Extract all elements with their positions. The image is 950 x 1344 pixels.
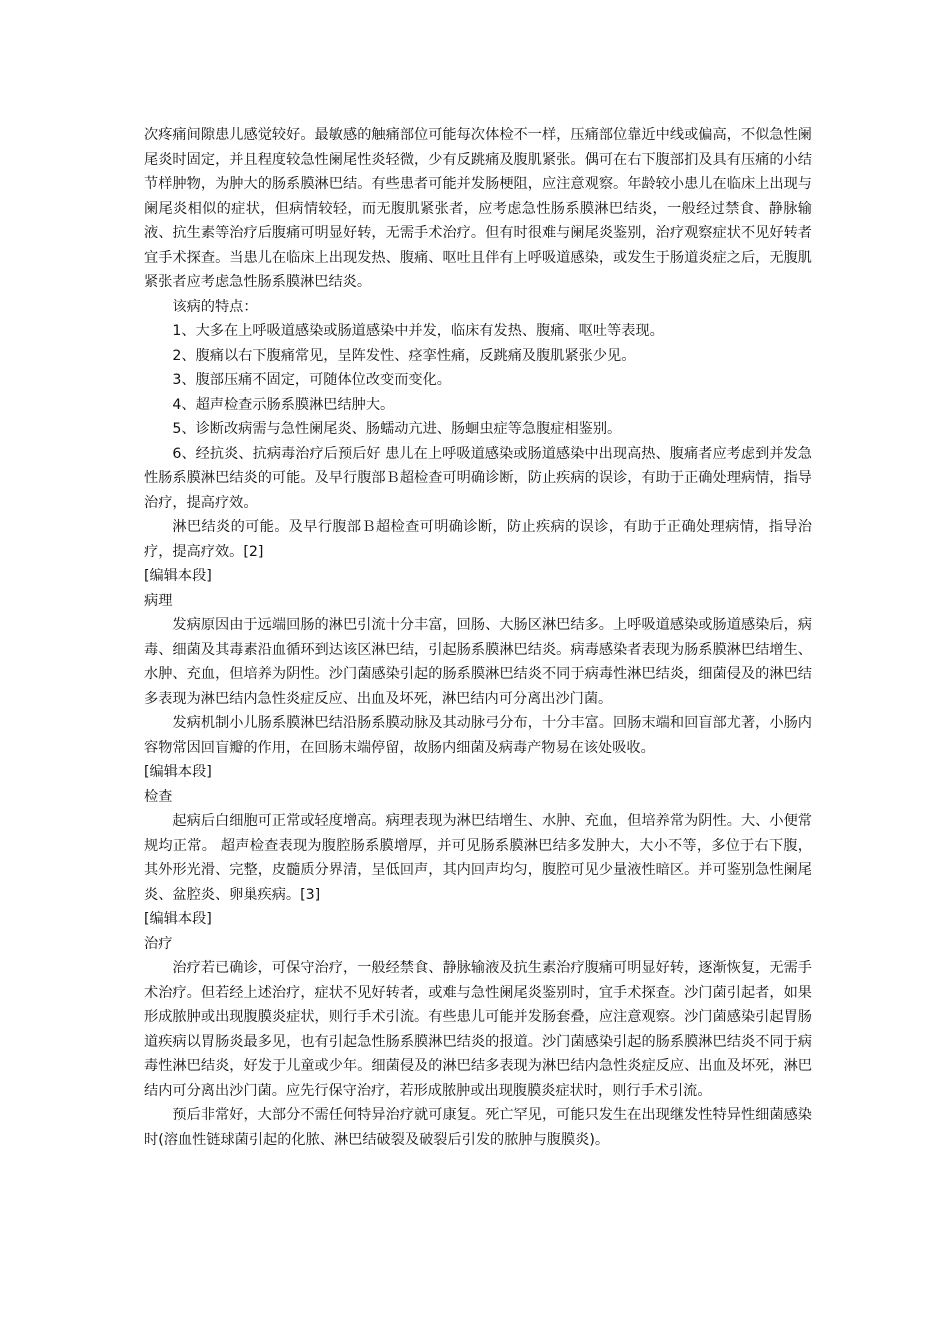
edit-section-link[interactable]: [编辑本段] [144, 764, 212, 780]
document-page [144, 123, 812, 1152]
section-paragraph: 发病原因由于远端回肠的淋巴引流十分丰富，回肠、大肠区淋巴结多。上呼吸道感染或肠道感染后，病毒、细菌及其毒素沿血循环到达该区淋巴结，引起肠系膜淋巴结炎。病毒感染者表现为肠系膜淋巴结增生、水肿、充血，但培养为阴性。沙门菌感染引起的肠系膜淋巴结炎不同于病毒性淋巴结炎，细菌侵及的淋巴结多表现为淋巴结内急性炎症反应、出血及坏死，淋巴结内可分离出沙门菌。 [144, 617, 812, 707]
edit-section-link[interactable]: [编辑本段] [144, 911, 212, 927]
section-paragraph: 预后非常好，大部分不需任何特异治疗就可康复。死亡罕见，可能只发生在出现继发性特异性细菌感染时(溶血性链球菌引起的化脓、淋巴结破裂及破裂后引发的脓肿与腹膜炎)。 [144, 1107, 812, 1148]
features-title: 该病的特点： [172, 298, 258, 315]
feature-item-4: 4、超声检查示肠系膜淋巴结肿大。 [172, 396, 395, 413]
section-paragraph: 起病后白细胞可正常或轻度增高。病理表现为淋巴结增生、水肿、充血，但培养常为阴性。大、小便常规均正常。 超声检查表现为腹腔肠系膜增厚，并可见肠系膜淋巴结多发肿大，大小不等，多位于右下腹，其外形光滑、完整，皮髓质分界清，呈低回声，其内回声均匀，腹腔可见少量液性暗区。并可鉴别急性阑尾炎、盆腔炎、卵巢疾病。[3] [144, 813, 812, 903]
section-title-treatment: 治疗 [144, 935, 173, 952]
feature-item-5: 5、诊断改病需与急性阑尾炎、肠蠕动亢进、肠蛔虫症等急腹症相鉴别。 [172, 421, 622, 437]
feature-item-1: 1、大多在上呼吸道感染或肠道感染中并发，临床有发热、腹痛、呕吐等表现。 [172, 323, 664, 339]
section-title-examination: 检查 [144, 788, 173, 805]
intro-paragraph-2: 淋巴结炎的可能。及早行腹部Ｂ超检查可明确诊断，防止疾病的误诊，有助于正确处理病情，指导治疗，提高疗效。[2] [144, 519, 812, 560]
intro-paragraph: 次疼痛间隙患儿感觉较好。最敏感的触痛部位可能每次体检不一样，压痛部位靠近中线或偏高，不似急性阑尾炎时固定，并且程度较急性阑尾性炎轻微，少有反跳痛及腹肌紧张。偶可在右下腹部扪及具有压痛的小结节样肿物，为肿大的肠系膜淋巴结。有些患者可能并发肠梗阻，应注意观察。年龄较小患儿在临床上出现与阑尾炎相似的症状，但病情较轻，而无腹肌紧张者，应考虑急性肠系膜淋巴结炎，一般经过禁食、静脉输液、抗生素等治疗后腹痛可明显好转，无需手术治疗。但有时很难与阑尾炎鉴别，治疗观察症状不见好转者宜手术探查。当患儿在临床上出现发热、腹痛、呕吐且伴有上呼吸道感染，或发生于肠道炎症之后，无腹肌紧张者应考虑急性肠系膜淋巴结炎。 [144, 127, 812, 290]
feature-item-2: 2、腹痛以右下腹痛常见，呈阵发性、痉挛性痛，反跳痛及腹肌紧张少见。 [172, 347, 636, 364]
feature-item-3: 3、腹部压痛不固定，可随体位改变而变化。 [172, 372, 451, 388]
feature-item-6: 6、经抗炎、抗病毒治疗后预后好 患儿在上呼吸道感染或肠道感染中出现高热、腹痛者应考虑到并发急性肠系膜淋巴结炎的可能。及早行腹部Ｂ超检查可明确诊断，防止疾病的误诊，有助于正确处理病情，指导治疗，提高疗效。 [144, 445, 812, 511]
section-paragraph: 治疗若已确诊，可保守治疗，一般经禁食、静脉输液及抗生素治疗腹痛可明显好转，逐渐恢复，无需手术治疗。但若经上述治疗，症状不见好转者，或难与急性阑尾炎鉴别时，宜手术探查。沙门菌引起者，如果形成脓肿或出现腹膜炎症状，则行手术引流。有些患儿可能并发肠套叠，应注意观察。沙门菌感染引起胃肠道疾病以胃肠炎最多见，也有引起急性肠系膜淋巴结炎的报道。沙门菌感染引起的肠系膜淋巴结炎不同于病毒性淋巴结炎，好发于儿童或少年。细菌侵及的淋巴结多表现为淋巴结内急性炎症反应、出血及坏死，淋巴结内可分离出沙门菌。应先行保守治疗，若形成脓肿或出现腹膜炎症状时，则行手术引流。 [144, 960, 812, 1099]
edit-section-link[interactable]: [编辑本段] [144, 568, 212, 584]
section-title-pathology: 病理 [144, 592, 173, 609]
section-paragraph: 发病机制小儿肠系膜淋巴结沿肠系膜动脉及其动脉弓分布，十分丰富。回肠末端和回盲部尤著，小肠内容物常因回盲瓣的作用，在回肠末端停留，故肠内细菌及病毒产物易在该处吸收。 [144, 715, 812, 756]
